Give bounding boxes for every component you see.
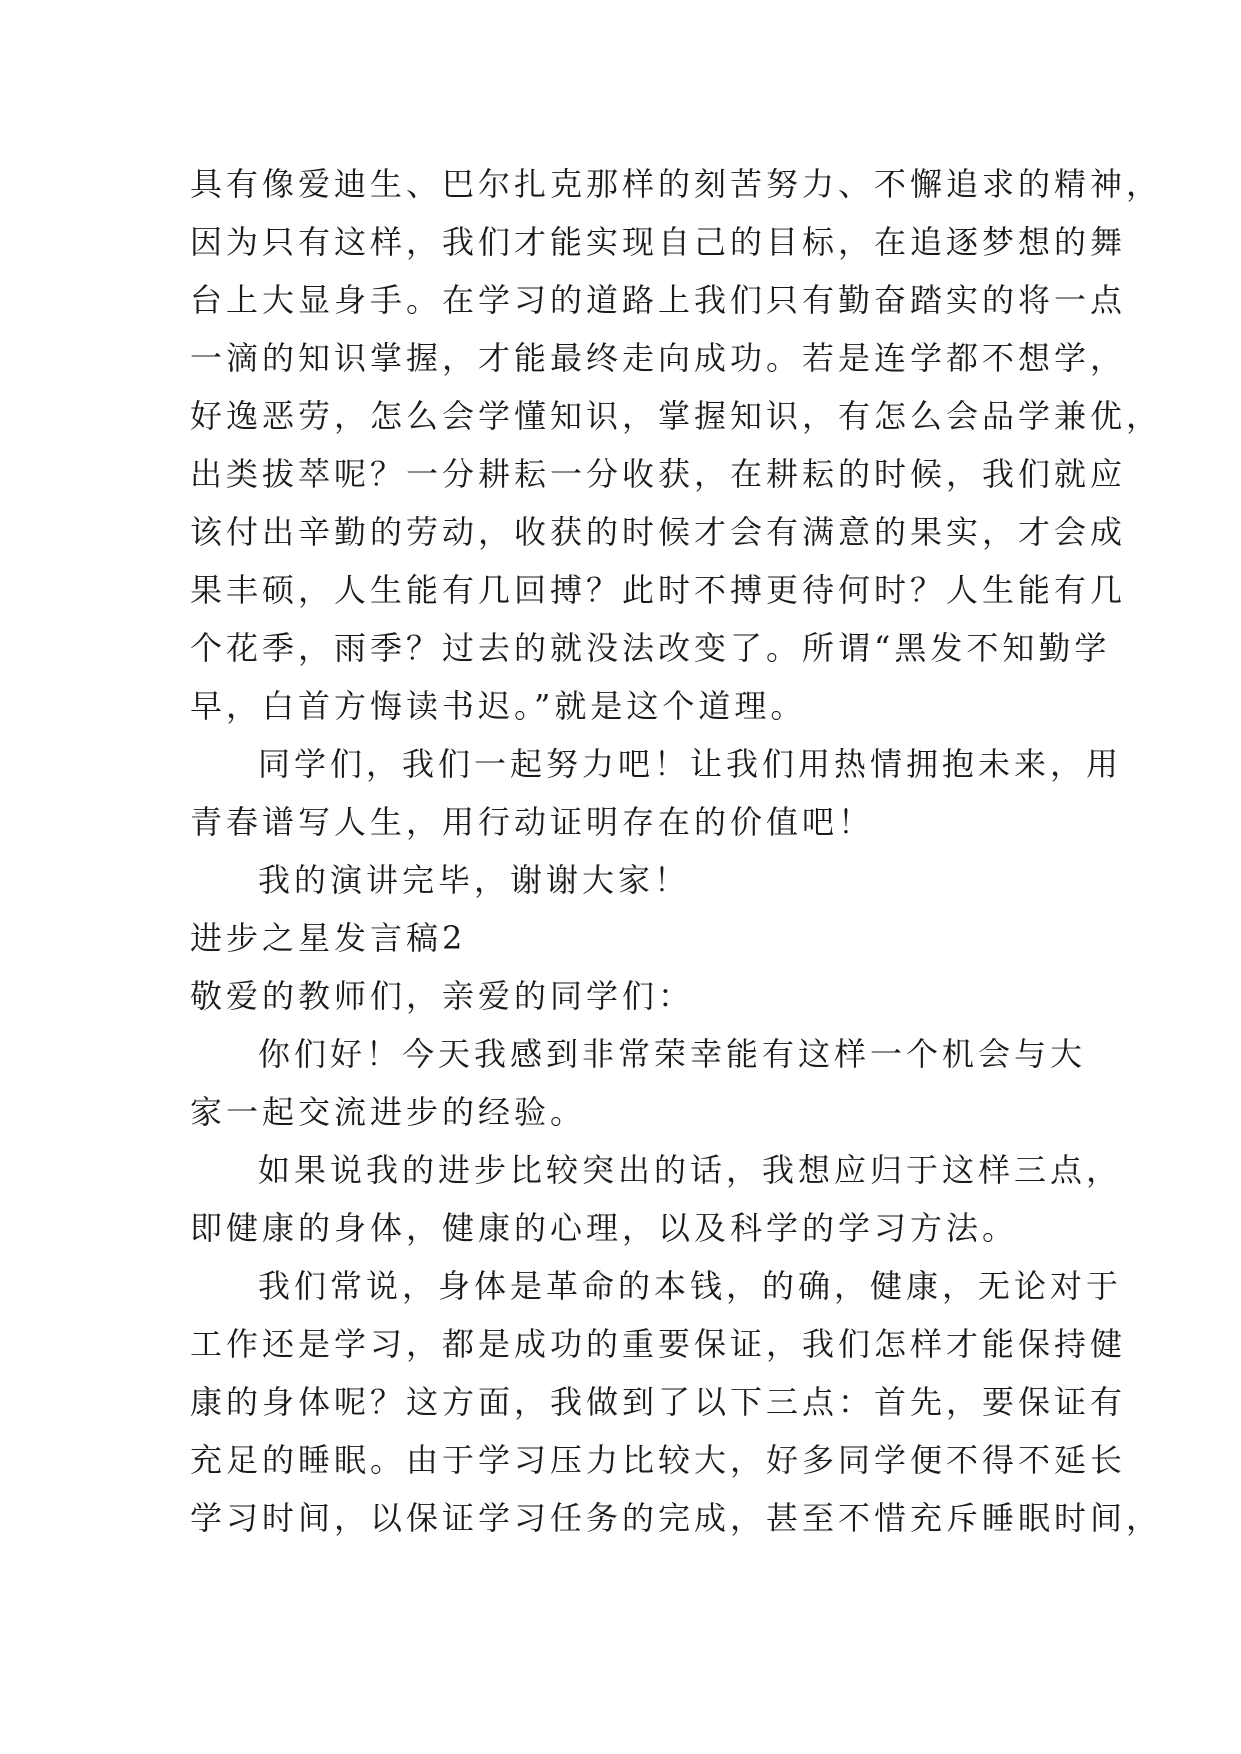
text-line: 好逸恶劳，怎么会学懂知识，掌握知识，有怎么会品学兼优，: [190, 397, 1163, 435]
text-line: 青春谱写人生，用行动证明存在的价值吧！: [190, 803, 875, 841]
text-line: 出类拔萃呢？一分耕耘一分收获，在耕耘的时候，我们就应: [190, 455, 1127, 493]
text-line: 同学们，我们一起努力吧！让我们用热情拥抱未来，用: [258, 745, 1123, 783]
text-line: 早，白首方悔读书迟。”就是这个道理。: [190, 687, 807, 725]
salutation: 敬爱的教师们，亲爱的同学们：: [190, 977, 695, 1015]
section-heading: 进步之星发言稿2: [190, 919, 467, 957]
text-line: 如果说我的进步比较突出的话，我想应归于这样三点，: [258, 1151, 1123, 1189]
text-line: 具有像爱迪生、巴尔扎克那样的刻苦努力、不懈追求的精神，: [190, 165, 1163, 203]
text-line: 学习时间，以保证学习任务的完成，甚至不惜充斥睡眠时间，: [190, 1499, 1163, 1537]
text-line: 我的演讲完毕，谢谢大家！: [258, 861, 691, 899]
text-line: 个花季，雨季？过去的就没法改变了。所谓“黑发不知勤学: [190, 629, 1111, 667]
text-line: 一滴的知识掌握，才能最终走向成功。若是连学都不想学，: [190, 339, 1127, 377]
text-line: 该付出辛勤的劳动，收获的时候才会有满意的果实，才会成: [190, 513, 1127, 551]
text-line: 台上大显身手。在学习的道路上我们只有勤奋踏实的将一点: [190, 281, 1127, 319]
text-line: 即健康的身体，健康的心理，以及科学的学习方法。: [190, 1209, 1019, 1247]
text-line: 家一起交流进步的经验。: [190, 1093, 587, 1131]
text-line: 你们好！今天我感到非常荣幸能有这样一个机会与大: [258, 1035, 1087, 1073]
text-line: 工作还是学习，都是成功的重要保证，我们怎样才能保持健: [190, 1325, 1127, 1363]
text-line: 我们常说，身体是革命的本钱，的确，健康，无论对于: [258, 1267, 1123, 1305]
text-line: 果丰硕，人生能有几回搏？此时不搏更待何时？人生能有几: [190, 571, 1127, 609]
text-line: 康的身体呢？这方面，我做到了以下三点：首先，要保证有: [190, 1383, 1127, 1421]
text-line: 充足的睡眠。由于学习压力比较大，好多同学便不得不延长: [190, 1441, 1127, 1479]
text-line: 因为只有这样，我们才能实现自己的目标，在追逐梦想的舞: [190, 223, 1127, 261]
